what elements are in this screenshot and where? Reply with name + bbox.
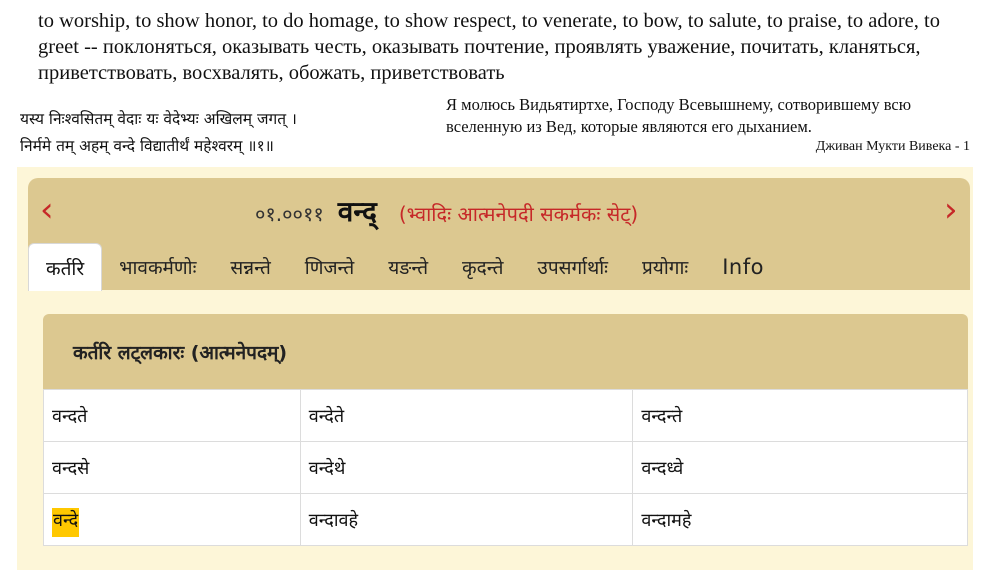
definition-text: to worship, to show honor, to do homage, to show respect, to venerate, to bow, to salute, to praise, to adore, to greet -- поклоняться, оказывать честь, оказывать почтение, проявлять уважение, почитать, кланяться, приветствовать, восхвалять, обожать, приветствовать bbox=[38, 10, 940, 84]
tab-prayogah[interactable]: प्रयोगाः bbox=[642, 256, 689, 279]
conjugation-table-title: कर्तरि लट्लकारः (आत्मनेपदम्) bbox=[43, 314, 968, 389]
verse-source: Дживан Мукти Вивека - 1 bbox=[815, 139, 970, 154]
verse-line-2: निर्ममे तम् अहम् वन्दे विद्यातीर्थं महेश्वरम् ॥१॥ bbox=[20, 137, 274, 155]
table-cell[interactable]: वन्दध्वे bbox=[633, 442, 968, 494]
prev-verb-chevron-left-icon[interactable]: ‹ bbox=[40, 190, 54, 230]
table-cell[interactable]: वन्देते bbox=[300, 390, 633, 442]
verb-meta: (भ्वादिः आत्मनेपदी सकर्मकः सेट्) bbox=[398, 202, 639, 226]
tab-sannante[interactable]: सन्नन्ते bbox=[230, 256, 271, 279]
table-row bbox=[44, 442, 968, 494]
table-cell[interactable]: वन्दते bbox=[44, 390, 301, 442]
verse-translation-text: Я молюсь Видьятиртхе, Господу Всевышнему, сотворившему всю вселенную из Вед, которые являются его дыханием. bbox=[446, 95, 912, 136]
table-cell[interactable]: वन्दामहे bbox=[633, 494, 968, 546]
verb-title bbox=[255, 192, 638, 236]
table-cell[interactable]: वन्दावहे bbox=[300, 494, 633, 546]
highlighted-form: वन्दे bbox=[52, 508, 79, 537]
sanskrit-verse bbox=[20, 106, 440, 160]
next-verb-chevron-right-icon[interactable]: › bbox=[944, 190, 958, 230]
table-cell[interactable]: वन्देथे bbox=[300, 442, 633, 494]
verb-code: ०१.००११ bbox=[255, 202, 324, 226]
table-cell[interactable] bbox=[44, 494, 301, 546]
tab-bar bbox=[28, 243, 781, 290]
tab-info[interactable]: Info bbox=[722, 254, 764, 279]
tab-bhavakarmanoh[interactable]: भावकर्मणोः bbox=[119, 256, 197, 279]
tab-nijante[interactable]: णिजन्ते bbox=[304, 256, 355, 279]
verse-line-1: यस्य निःश्वसितम् वेदाः यः वेदेभ्यः अखिलम् जगत् । bbox=[20, 110, 297, 128]
verse-translation bbox=[446, 94, 974, 156]
tab-krdante[interactable]: कृदन्ते bbox=[462, 256, 504, 279]
table-row bbox=[44, 494, 968, 546]
tab-kartari[interactable]: कर्तरि bbox=[28, 243, 102, 291]
tab-yanante[interactable]: यङन्ते bbox=[388, 256, 429, 279]
verb-root: वन्द् bbox=[337, 195, 377, 228]
table-row bbox=[44, 390, 968, 442]
conjugation-table bbox=[43, 389, 968, 546]
table-cell[interactable]: वन्दसे bbox=[44, 442, 301, 494]
table-cell[interactable]: वन्दन्ते bbox=[633, 390, 968, 442]
tab-upasargarthah[interactable]: उपसर्गार्थाः bbox=[537, 256, 608, 279]
